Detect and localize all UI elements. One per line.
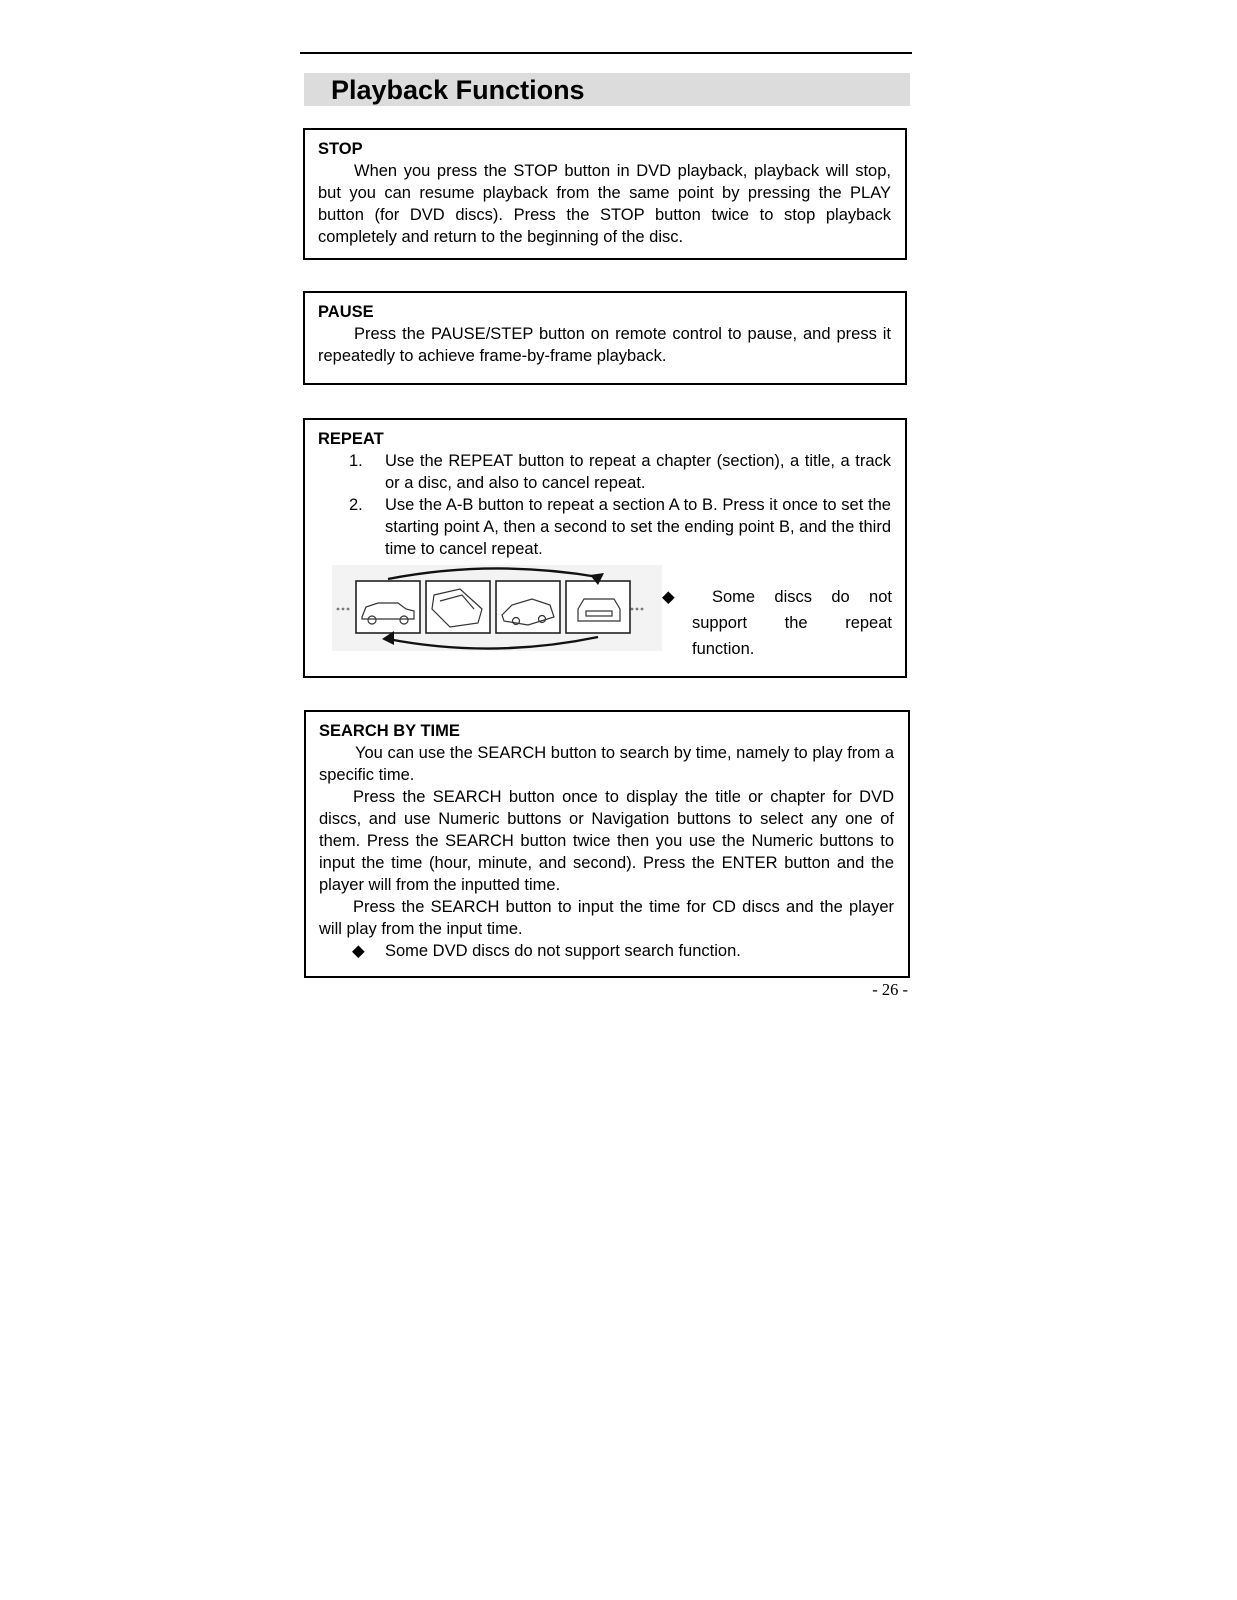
repeat-note-line1: Some discs do not (712, 588, 892, 606)
repeat-note-line3: function. (692, 640, 755, 658)
search-note-text: Some DVD discs do not support search function. (385, 942, 741, 960)
repeat-section (303, 418, 907, 678)
stop-body: When you press the STOP button in DVD playback, playback will stop, but you can resume playback from the same point by pressing the PLAY button (for DVD discs). Press the STOP button twice to stop playback completely and return to the beginning of the disc. (318, 162, 891, 246)
pause-body: Press the PAUSE/STEP button on remote control to pause, and press it repeatedly to achieve frame-by-frame playback. (318, 325, 891, 365)
search-para2: Press the SEARCH button once to display the title or chapter for DVD discs, and use Numeric buttons or Navigation buttons to select any one of them. Press the SEARCH button twice then you use the Numeric buttons to input the time (hour, minute, and second). Press the ENTER button and the player will from the inputted time. (319, 788, 894, 894)
repeat-list (318, 450, 891, 560)
repeat-note (662, 584, 892, 662)
top-rule (300, 52, 912, 54)
pause-heading: PAUSE (318, 303, 374, 321)
search-para1: You can use the SEARCH button to search by time, namely to play from a specific time. (319, 744, 894, 784)
stop-section (303, 128, 907, 260)
repeat-note-line2: support the repeat (692, 614, 892, 632)
search-section (304, 710, 910, 978)
list-item-number: 1. (349, 452, 363, 470)
title-bar (304, 73, 910, 106)
page-title: Playback Functions (331, 75, 585, 105)
search-para3: Press the SEARCH button to input the time for CD discs and the player will play from the input time. (319, 898, 894, 938)
repeat-heading: REPEAT (318, 430, 384, 448)
diamond-bullet-icon: ◆ (352, 942, 365, 960)
search-heading: SEARCH BY TIME (319, 722, 460, 740)
list-item-text: Use the A-B button to repeat a section A to B. Press it once to set the starting point A, then a second to set the ending point B, and the third time to cancel repeat. (385, 496, 891, 558)
search-note (319, 940, 894, 962)
pause-section (303, 291, 907, 385)
list-item-text: Use the REPEAT button to repeat a chapter (section), a title, a track or a disc, and also to cancel repeat. (385, 452, 891, 492)
list-item (318, 494, 891, 560)
repeat-illustration (332, 565, 662, 651)
stop-heading: STOP (318, 140, 363, 158)
list-item (318, 450, 891, 494)
list-item-number: 2. (349, 496, 363, 514)
page-number: - 26 - (872, 980, 908, 999)
diamond-bullet-icon: ◆ (662, 588, 675, 606)
